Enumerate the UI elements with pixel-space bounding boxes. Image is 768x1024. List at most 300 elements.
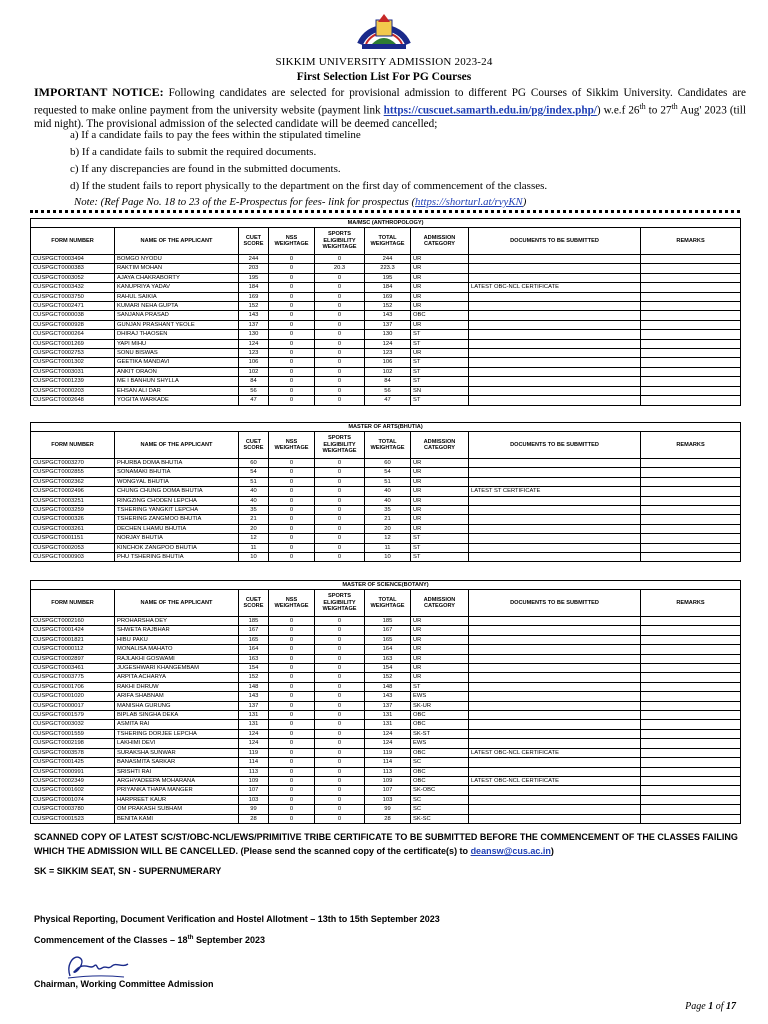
column-header-admission-category: ADMISSION CATEGORY bbox=[411, 590, 469, 617]
cell-nss-weightage: 0 bbox=[269, 377, 315, 386]
cell-form-number: CUSPGCT0000017 bbox=[31, 701, 115, 710]
column-header-form-number: FORM NUMBER bbox=[31, 590, 115, 617]
cell-remarks bbox=[641, 767, 741, 776]
cell-remarks bbox=[641, 635, 741, 644]
cell-applicant-name: BENITA KAMI bbox=[115, 814, 239, 823]
cell-admission-category: UR bbox=[411, 617, 469, 626]
cell-remarks bbox=[641, 534, 741, 543]
cell-total-weightage: 10 bbox=[365, 553, 411, 562]
cell-cuet-score: 152 bbox=[239, 302, 269, 311]
cell-applicant-name: TSHERING ZANGMOO BHUTIA bbox=[115, 515, 239, 524]
cell-cuet-score: 103 bbox=[239, 795, 269, 804]
cell-total-weightage: 102 bbox=[365, 367, 411, 376]
cell-remarks bbox=[641, 367, 741, 376]
table-row bbox=[31, 534, 741, 543]
cell-sports-weightage: 0 bbox=[315, 367, 365, 376]
table-row bbox=[31, 739, 741, 748]
cell-nss-weightage: 0 bbox=[269, 349, 315, 358]
cell-nss-weightage: 0 bbox=[269, 701, 315, 710]
cell-remarks bbox=[641, 682, 741, 691]
cell-admission-category: SC bbox=[411, 805, 469, 814]
cell-cuet-score: 10 bbox=[239, 553, 269, 562]
column-header-total-weightage: TOTAL WEIGHTAGE bbox=[365, 432, 411, 459]
column-header-sports-weightage: SPORTS ELIGIBILITY WEIGHTAGE bbox=[315, 432, 365, 459]
cell-total-weightage: 60 bbox=[365, 459, 411, 468]
column-header-applicant-name: NAME OF THE APPLICANT bbox=[115, 228, 239, 255]
cell-documents-required bbox=[469, 349, 641, 358]
table-row bbox=[31, 729, 741, 738]
cell-form-number: CUSPGCT0003775 bbox=[31, 673, 115, 682]
cell-form-number: CUSPGCT0001269 bbox=[31, 339, 115, 348]
page-total: 17 bbox=[726, 1001, 736, 1012]
table-row bbox=[31, 292, 741, 301]
cell-sports-weightage: 0 bbox=[315, 283, 365, 292]
prospectus-link[interactable]: https://shorturl.at/rvyKN bbox=[415, 196, 523, 208]
selection-table-bhutia bbox=[30, 422, 741, 562]
cell-admission-category: UR bbox=[411, 487, 469, 496]
notice-sup-1: th bbox=[639, 102, 646, 112]
cell-form-number: CUSPGCT0002648 bbox=[31, 396, 115, 405]
cell-form-number: CUSPGCT0001706 bbox=[31, 682, 115, 691]
column-header-cuet-score: CUET SCORE bbox=[239, 432, 269, 459]
cell-cuet-score: 35 bbox=[239, 506, 269, 515]
cell-admission-category: SC bbox=[411, 795, 469, 804]
table-row bbox=[31, 814, 741, 823]
table-row bbox=[31, 320, 741, 329]
table-row bbox=[31, 396, 741, 405]
cell-documents-required bbox=[469, 496, 641, 505]
commencement-month: September 2023 bbox=[193, 935, 266, 945]
cell-applicant-name: DECHEN LHAMU BHUTIA bbox=[115, 524, 239, 533]
cell-documents-required: LATEST OBC-NCL CERTIFICATE bbox=[469, 748, 641, 757]
cell-cuet-score: 143 bbox=[239, 692, 269, 701]
cell-sports-weightage: 0 bbox=[315, 543, 365, 552]
cell-documents-required bbox=[469, 264, 641, 273]
cell-total-weightage: 164 bbox=[365, 645, 411, 654]
cell-documents-required bbox=[469, 673, 641, 682]
cell-nss-weightage: 0 bbox=[269, 720, 315, 729]
cell-form-number: CUSPGCT0000383 bbox=[31, 264, 115, 273]
cell-applicant-name: MANISHA GURUNG bbox=[115, 701, 239, 710]
cell-documents-required: LATEST OBC-NCL CERTIFICATE bbox=[469, 283, 641, 292]
cell-sports-weightage: 0 bbox=[315, 673, 365, 682]
cell-form-number: CUSPGCT0002160 bbox=[31, 617, 115, 626]
cell-total-weightage: 51 bbox=[365, 477, 411, 486]
condition-d: d) If the student fails to report physically to the department on the first day of commencement of the classes. bbox=[70, 180, 548, 192]
column-header-admission-category: ADMISSION CATEGORY bbox=[411, 432, 469, 459]
table-row bbox=[31, 358, 741, 367]
cell-admission-category: ST bbox=[411, 358, 469, 367]
cell-applicant-name: KUMARI NEHA GUPTA bbox=[115, 302, 239, 311]
table-caption-row bbox=[31, 423, 741, 432]
cell-cuet-score: 130 bbox=[239, 330, 269, 339]
cell-documents-required bbox=[469, 795, 641, 804]
cell-documents-required bbox=[469, 273, 641, 282]
cell-total-weightage: 107 bbox=[365, 786, 411, 795]
cell-applicant-name: SHWETA RAJBHAR bbox=[115, 626, 239, 635]
cell-nss-weightage: 0 bbox=[269, 292, 315, 301]
cell-form-number: CUSPGCT0000264 bbox=[31, 330, 115, 339]
cell-applicant-name: ASMITA RAI bbox=[115, 720, 239, 729]
condition-c: c) If any discrepancies are found in the submitted documents. bbox=[70, 163, 341, 175]
cell-documents-required bbox=[469, 720, 641, 729]
cell-applicant-name: PHU TSHERING BHUTIA bbox=[115, 553, 239, 562]
table-row bbox=[31, 255, 741, 264]
table-row bbox=[31, 349, 741, 358]
cell-sports-weightage: 0 bbox=[315, 553, 365, 562]
column-header-applicant-name: NAME OF THE APPLICANT bbox=[115, 432, 239, 459]
commencement-date bbox=[34, 934, 265, 945]
column-header-form-number: FORM NUMBER bbox=[31, 432, 115, 459]
cell-cuet-score: 102 bbox=[239, 367, 269, 376]
cell-cuet-score: 56 bbox=[239, 386, 269, 395]
cell-total-weightage: 143 bbox=[365, 692, 411, 701]
cell-admission-category: EWS bbox=[411, 739, 469, 748]
cell-remarks bbox=[641, 292, 741, 301]
cell-form-number: CUSPGCT0000991 bbox=[31, 767, 115, 776]
table-row bbox=[31, 617, 741, 626]
cell-cuet-score: 137 bbox=[239, 320, 269, 329]
column-header-sports-weightage: SPORTS ELIGIBILITY WEIGHTAGE bbox=[315, 590, 365, 617]
cell-admission-category: OBC bbox=[411, 711, 469, 720]
cell-form-number: CUSPGCT0001239 bbox=[31, 377, 115, 386]
cell-remarks bbox=[641, 477, 741, 486]
cell-cuet-score: 106 bbox=[239, 358, 269, 367]
cell-admission-category: ST bbox=[411, 534, 469, 543]
cell-nss-weightage: 0 bbox=[269, 814, 315, 823]
cell-applicant-name: SONAMAKI BHUTIA bbox=[115, 468, 239, 477]
cell-sports-weightage: 0 bbox=[315, 496, 365, 505]
table-row bbox=[31, 487, 741, 496]
cell-remarks bbox=[641, 814, 741, 823]
table-row bbox=[31, 377, 741, 386]
cell-form-number: CUSPGCT0001579 bbox=[31, 711, 115, 720]
cell-admission-category: OBC bbox=[411, 748, 469, 757]
cell-documents-required bbox=[469, 786, 641, 795]
table-row bbox=[31, 767, 741, 776]
cell-remarks bbox=[641, 273, 741, 282]
cell-nss-weightage: 0 bbox=[269, 339, 315, 348]
column-header-remarks: REMARKS bbox=[641, 432, 741, 459]
cell-sports-weightage: 0 bbox=[315, 349, 365, 358]
cell-cuet-score: 123 bbox=[239, 349, 269, 358]
cell-remarks bbox=[641, 786, 741, 795]
cell-total-weightage: 84 bbox=[365, 377, 411, 386]
cell-nss-weightage: 0 bbox=[269, 617, 315, 626]
cell-nss-weightage: 0 bbox=[269, 524, 315, 533]
condition-b: b) If a candidate fails to submit the required documents. bbox=[70, 146, 317, 158]
cell-total-weightage: 244 bbox=[365, 255, 411, 264]
cell-nss-weightage: 0 bbox=[269, 273, 315, 282]
prospectus-note bbox=[74, 196, 526, 208]
cell-nss-weightage: 0 bbox=[269, 682, 315, 691]
cell-admission-category: OBC bbox=[411, 767, 469, 776]
table-row bbox=[31, 673, 741, 682]
cell-nss-weightage: 0 bbox=[269, 487, 315, 496]
cell-applicant-name: TSHERING DORJEE LEPCHA bbox=[115, 729, 239, 738]
cell-applicant-name: WONGYAL BHUTIA bbox=[115, 477, 239, 486]
cell-applicant-name: AJAYA CHAKRABORTY bbox=[115, 273, 239, 282]
table-row bbox=[31, 367, 741, 376]
cell-applicant-name: RAKHI DHRUW bbox=[115, 682, 239, 691]
table-row bbox=[31, 664, 741, 673]
cell-admission-category: SK-OBC bbox=[411, 786, 469, 795]
cell-total-weightage: 40 bbox=[365, 496, 411, 505]
cell-cuet-score: 113 bbox=[239, 767, 269, 776]
cell-form-number: CUSPGCT0003259 bbox=[31, 506, 115, 515]
cell-nss-weightage: 0 bbox=[269, 654, 315, 663]
cell-applicant-name: GEETIKA MANDAVI bbox=[115, 358, 239, 367]
cell-total-weightage: 99 bbox=[365, 805, 411, 814]
cell-sports-weightage: 0 bbox=[315, 477, 365, 486]
cell-cuet-score: 184 bbox=[239, 283, 269, 292]
cell-sports-weightage: 0 bbox=[315, 273, 365, 282]
cell-nss-weightage: 0 bbox=[269, 543, 315, 552]
cell-documents-required bbox=[469, 468, 641, 477]
cell-sports-weightage: 0 bbox=[315, 358, 365, 367]
cell-nss-weightage: 0 bbox=[269, 711, 315, 720]
cell-nss-weightage: 0 bbox=[269, 283, 315, 292]
cell-documents-required bbox=[469, 311, 641, 320]
cell-total-weightage: 152 bbox=[365, 673, 411, 682]
cell-documents-required bbox=[469, 758, 641, 767]
cell-applicant-name: RAHUL SAIKIA bbox=[115, 292, 239, 301]
cell-documents-required bbox=[469, 320, 641, 329]
cell-nss-weightage: 0 bbox=[269, 367, 315, 376]
cell-sports-weightage: 0 bbox=[315, 786, 365, 795]
cell-applicant-name: JUGESHWARI KHANGEMBAM bbox=[115, 664, 239, 673]
cell-documents-required bbox=[469, 664, 641, 673]
cell-admission-category: ST bbox=[411, 377, 469, 386]
cell-nss-weightage: 0 bbox=[269, 506, 315, 515]
cell-cuet-score: 51 bbox=[239, 477, 269, 486]
cell-form-number: CUSPGCT0001425 bbox=[31, 758, 115, 767]
cell-documents-required bbox=[469, 654, 641, 663]
cell-cuet-score: 152 bbox=[239, 673, 269, 682]
cell-sports-weightage: 0 bbox=[315, 311, 365, 320]
cell-admission-category: SC bbox=[411, 758, 469, 767]
cell-remarks bbox=[641, 654, 741, 663]
cell-form-number: CUSPGCT0003750 bbox=[31, 292, 115, 301]
cell-total-weightage: 165 bbox=[365, 635, 411, 644]
cell-applicant-name: YOGITA WARKADE bbox=[115, 396, 239, 405]
dotted-divider bbox=[30, 210, 740, 213]
cell-nss-weightage: 0 bbox=[269, 692, 315, 701]
cell-remarks bbox=[641, 487, 741, 496]
column-header-documents-required: DOCUMENTS TO BE SUBMITTED bbox=[469, 590, 641, 617]
cell-nss-weightage: 0 bbox=[269, 330, 315, 339]
cell-form-number: CUSPGCT0001602 bbox=[31, 786, 115, 795]
cell-cuet-score: 244 bbox=[239, 255, 269, 264]
page-of: of bbox=[713, 1001, 726, 1012]
cell-nss-weightage: 0 bbox=[269, 626, 315, 635]
cell-sports-weightage: 0 bbox=[315, 767, 365, 776]
cell-cuet-score: 167 bbox=[239, 626, 269, 635]
cell-remarks bbox=[641, 701, 741, 710]
cell-total-weightage: 54 bbox=[365, 468, 411, 477]
cell-applicant-name: PHURBA DOMA BHUTIA bbox=[115, 459, 239, 468]
table-row bbox=[31, 283, 741, 292]
cell-form-number: CUSPGCT0001074 bbox=[31, 795, 115, 804]
cell-cuet-score: 148 bbox=[239, 682, 269, 691]
cell-sports-weightage: 0 bbox=[315, 487, 365, 496]
table-header-row bbox=[31, 432, 741, 459]
cell-applicant-name: SANJANA PRASAD bbox=[115, 311, 239, 320]
cell-cuet-score: 124 bbox=[239, 339, 269, 348]
column-header-nss-weightage: NSS WEIGHTAGE bbox=[269, 228, 315, 255]
cell-total-weightage: 137 bbox=[365, 320, 411, 329]
cell-cuet-score: 131 bbox=[239, 720, 269, 729]
cell-nss-weightage: 0 bbox=[269, 459, 315, 468]
cell-cuet-score: 54 bbox=[239, 468, 269, 477]
table-row bbox=[31, 758, 741, 767]
cell-nss-weightage: 0 bbox=[269, 739, 315, 748]
cell-documents-required bbox=[469, 506, 641, 515]
cell-total-weightage: 131 bbox=[365, 711, 411, 720]
table-header-row bbox=[31, 590, 741, 617]
cell-applicant-name: PROHARSHA DEY bbox=[115, 617, 239, 626]
cell-sports-weightage: 0 bbox=[315, 515, 365, 524]
cell-nss-weightage: 0 bbox=[269, 496, 315, 505]
column-header-documents-required: DOCUMENTS TO BE SUBMITTED bbox=[469, 228, 641, 255]
cell-total-weightage: 124 bbox=[365, 739, 411, 748]
cell-admission-category: UR bbox=[411, 506, 469, 515]
cell-nss-weightage: 0 bbox=[269, 776, 315, 785]
cell-sports-weightage: 0 bbox=[315, 701, 365, 710]
cell-remarks bbox=[641, 645, 741, 654]
table-row bbox=[31, 654, 741, 663]
cell-nss-weightage: 0 bbox=[269, 673, 315, 682]
cell-applicant-name: MONALISA MAHATO bbox=[115, 645, 239, 654]
cell-nss-weightage: 0 bbox=[269, 635, 315, 644]
cell-nss-weightage: 0 bbox=[269, 795, 315, 804]
table-row bbox=[31, 496, 741, 505]
table-row bbox=[31, 264, 741, 273]
cell-remarks bbox=[641, 506, 741, 515]
cell-remarks bbox=[641, 358, 741, 367]
cell-form-number: CUSPGCT0001821 bbox=[31, 635, 115, 644]
cell-admission-category: SK-SC bbox=[411, 814, 469, 823]
cell-nss-weightage: 0 bbox=[269, 311, 315, 320]
cell-admission-category: ST bbox=[411, 330, 469, 339]
table-row bbox=[31, 273, 741, 282]
cell-admission-category: UR bbox=[411, 496, 469, 505]
cell-documents-required bbox=[469, 553, 641, 562]
cell-remarks bbox=[641, 617, 741, 626]
notice-text-2: ) w.e.f 26 bbox=[596, 104, 640, 117]
note-close: ) bbox=[522, 196, 527, 208]
cell-form-number: CUSPGCT0002053 bbox=[31, 543, 115, 552]
cell-admission-category: OBC bbox=[411, 311, 469, 320]
cell-cuet-score: 109 bbox=[239, 776, 269, 785]
table-row bbox=[31, 386, 741, 395]
cell-sports-weightage: 0 bbox=[315, 617, 365, 626]
cell-applicant-name: KANUPRIYA YADAV bbox=[115, 283, 239, 292]
cell-total-weightage: 143 bbox=[365, 311, 411, 320]
commencement-sup: th bbox=[187, 934, 194, 941]
page-current: 1 bbox=[708, 1001, 714, 1012]
cell-total-weightage: 124 bbox=[365, 339, 411, 348]
table-row bbox=[31, 302, 741, 311]
cell-nss-weightage: 0 bbox=[269, 468, 315, 477]
cell-sports-weightage: 0 bbox=[315, 758, 365, 767]
cell-form-number: CUSPGCT0003270 bbox=[31, 459, 115, 468]
cell-applicant-name: HARPREET KAUR bbox=[115, 795, 239, 804]
cell-cuet-score: 11 bbox=[239, 543, 269, 552]
cell-applicant-name: BIPLAB SINGHA DEKA bbox=[115, 711, 239, 720]
chairman-title: Chairman, Working Committee Admission bbox=[34, 979, 214, 989]
cell-admission-category: UR bbox=[411, 459, 469, 468]
cell-form-number: CUSPGCT0002753 bbox=[31, 349, 115, 358]
table-row bbox=[31, 645, 741, 654]
cell-remarks bbox=[641, 626, 741, 635]
cell-remarks bbox=[641, 396, 741, 405]
note-text: Note: (Ref Page No. 18 to 23 of the E-Prospectus for fees- link for prospectus ( bbox=[74, 196, 416, 208]
cell-applicant-name: ANKIT ORAON bbox=[115, 367, 239, 376]
university-seal-logo bbox=[352, 4, 416, 54]
table-row bbox=[31, 477, 741, 486]
cell-form-number: CUSPGCT0001523 bbox=[31, 814, 115, 823]
cell-documents-required: LATEST ST CERTIFICATE bbox=[469, 487, 641, 496]
cell-form-number: CUSPGCT0003494 bbox=[31, 255, 115, 264]
cell-remarks bbox=[641, 349, 741, 358]
cell-nss-weightage: 0 bbox=[269, 758, 315, 767]
cell-remarks bbox=[641, 264, 741, 273]
cell-form-number: CUSPGCT0003432 bbox=[31, 283, 115, 292]
cell-total-weightage: 185 bbox=[365, 617, 411, 626]
cell-documents-required bbox=[469, 645, 641, 654]
cell-cuet-score: 107 bbox=[239, 786, 269, 795]
cell-documents-required bbox=[469, 515, 641, 524]
cell-admission-category: UR bbox=[411, 635, 469, 644]
cell-nss-weightage: 0 bbox=[269, 396, 315, 405]
column-header-form-number: FORM NUMBER bbox=[31, 228, 115, 255]
cell-total-weightage: 103 bbox=[365, 795, 411, 804]
cell-sports-weightage: 0 bbox=[315, 795, 365, 804]
payment-link[interactable]: https://cuscuet.samarth.edu.in/pg/index.php/ bbox=[383, 104, 597, 117]
cell-form-number: CUSPGCT0002496 bbox=[31, 487, 115, 496]
cell-remarks bbox=[641, 692, 741, 701]
cell-admission-category: UR bbox=[411, 468, 469, 477]
cell-cuet-score: 60 bbox=[239, 459, 269, 468]
table-row bbox=[31, 468, 741, 477]
cell-remarks bbox=[641, 758, 741, 767]
cell-sports-weightage: 0 bbox=[315, 692, 365, 701]
cell-total-weightage: 195 bbox=[365, 273, 411, 282]
cell-applicant-name: ME I BANHUN SHYLLA bbox=[115, 377, 239, 386]
cell-remarks bbox=[641, 673, 741, 682]
cell-documents-required bbox=[469, 339, 641, 348]
cell-form-number: CUSPGCT0002471 bbox=[31, 302, 115, 311]
cell-documents-required bbox=[469, 805, 641, 814]
notice-text: Following candidates are selected for provisional admission to different PG Courses of Sikkim University. Candidates are requested to make online payment from the university website (payment link bbox=[34, 87, 746, 117]
cell-remarks bbox=[641, 739, 741, 748]
cell-applicant-name: SONU BISWAS bbox=[115, 349, 239, 358]
dean-email-link[interactable]: deansw@cus.ac.in bbox=[470, 846, 551, 856]
table-row bbox=[31, 515, 741, 524]
cell-nss-weightage: 0 bbox=[269, 477, 315, 486]
cell-remarks bbox=[641, 805, 741, 814]
certificate-close: ) bbox=[550, 846, 554, 856]
cell-applicant-name: ARGHYADEEPA MOHARANA bbox=[115, 776, 239, 785]
certificate-notice bbox=[34, 830, 754, 858]
cell-total-weightage: 47 bbox=[365, 396, 411, 405]
cell-cuet-score: 154 bbox=[239, 664, 269, 673]
cell-documents-required bbox=[469, 814, 641, 823]
cell-applicant-name: BOMGO NYODU bbox=[115, 255, 239, 264]
cell-admission-category: SK-UR bbox=[411, 701, 469, 710]
cell-sports-weightage: 0 bbox=[315, 386, 365, 395]
